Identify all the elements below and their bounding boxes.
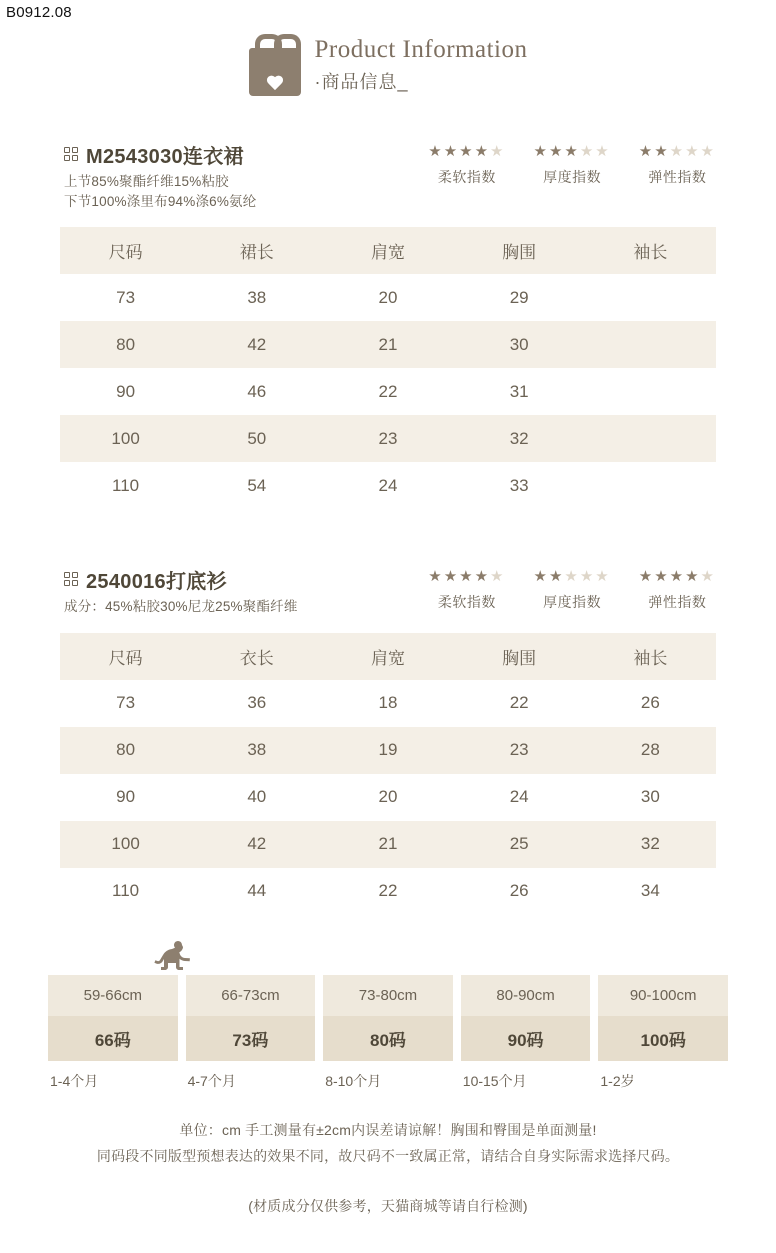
cell: 36 (247, 693, 267, 713)
age-size-band (0, 975, 776, 1091)
cell: 80 (116, 740, 136, 760)
cell: 23 (378, 428, 398, 448)
cell: 100 (111, 834, 140, 854)
table-row (60, 321, 716, 368)
crawling-baby-icon (152, 941, 196, 977)
age-height-range: 90-100cm (598, 975, 728, 1016)
cell: 26 (509, 881, 529, 901)
rating-label: 弹性指数 (648, 169, 707, 185)
column-header: 尺码 (108, 243, 143, 263)
age-months: 1-4个月 (50, 1072, 99, 1089)
rating-softness (428, 144, 505, 187)
page-header (0, 0, 776, 96)
cell (585, 274, 716, 321)
cell: 34 (640, 881, 660, 901)
cell: 19 (378, 740, 398, 760)
age-column (323, 975, 453, 1091)
rating-stars: ★★★★★ (533, 143, 611, 160)
page-title-en: Product Information (314, 36, 528, 63)
table-header-row (60, 633, 716, 680)
cell: 110 (112, 881, 140, 901)
cell: 38 (247, 287, 267, 307)
rating-stars: ★★★★★ (428, 143, 506, 160)
cell: 32 (509, 428, 529, 448)
cell: 24 (509, 787, 529, 807)
cell: 18 (378, 693, 398, 713)
age-column (461, 975, 591, 1091)
rating-group (428, 565, 716, 612)
cell: 46 (247, 381, 267, 401)
cell (585, 368, 716, 415)
column-header: 胸围 (502, 243, 537, 263)
note-line-2: 同码段不同版型预想表达的效果不同，故尺码不一致属正常，请结合自身实际需求选择尺码。 (96, 1148, 680, 1165)
rating-stars: ★★★★★ (638, 143, 716, 160)
grid-squares-icon (64, 147, 79, 162)
column-header: 胸围 (502, 648, 537, 668)
cell: 100 (111, 428, 140, 448)
cell: 20 (378, 287, 398, 307)
table-row (60, 462, 716, 509)
age-height-range: 59-66cm (48, 975, 178, 1016)
column-header: 袖长 (633, 648, 668, 668)
cell: 22 (378, 881, 398, 901)
product-composition-line-1: 成分：45%粘胶30%尼龙25%聚酯纤维 (64, 599, 298, 615)
rating-thickness (534, 144, 611, 187)
cell: 23 (509, 740, 529, 760)
cell: 30 (509, 334, 529, 354)
age-size-code: 66码 (48, 1016, 178, 1061)
rating-elasticity (639, 569, 716, 612)
cell: 24 (378, 475, 398, 495)
cell: 33 (509, 475, 529, 495)
cell: 20 (378, 787, 398, 807)
size-table-2 (60, 633, 716, 915)
cell: 22 (509, 693, 529, 713)
cell: 42 (247, 834, 267, 854)
corner-code: B0912.08 (6, 4, 72, 21)
product-composition-line-2: 下节100%涤里布94%涤6%氨纶 (64, 193, 257, 209)
column-header: 肩宽 (370, 243, 405, 263)
age-height-range: 66-73cm (186, 975, 316, 1016)
age-size-code: 90码 (461, 1016, 591, 1061)
rating-stars: ★★★★★ (638, 568, 716, 586)
column-header: 尺码 (108, 648, 143, 668)
cell: 28 (640, 740, 660, 760)
age-months: 4-7个月 (187, 1072, 236, 1089)
cell: 73 (116, 693, 136, 713)
grid-squares-icon (64, 572, 79, 587)
cell: 44 (247, 881, 267, 901)
cell: 50 (247, 428, 267, 448)
size-table-1 (60, 227, 716, 509)
cell: 29 (509, 287, 529, 307)
cell: 40 (247, 787, 267, 807)
footnote: (材质成分仅供参考，天猫商城等请自行检测) (248, 1197, 528, 1214)
rating-stars: ★★★★★ (428, 568, 506, 586)
cell: 54 (247, 475, 267, 495)
rating-thickness (534, 569, 611, 612)
age-height-range: 73-80cm (323, 975, 453, 1016)
cell: 21 (378, 334, 398, 354)
table-header-row (60, 227, 716, 274)
cell: 30 (640, 787, 660, 807)
cell: 80 (116, 334, 136, 354)
cell: 73 (116, 287, 136, 307)
age-height-range: 80-90cm (461, 975, 591, 1016)
rating-label: 弹性指数 (648, 594, 707, 611)
column-header: 衣长 (239, 648, 274, 668)
rating-label: 厚度指数 (543, 594, 602, 611)
table-row (60, 868, 716, 915)
product-section-1 (0, 140, 776, 509)
rating-label: 柔软指数 (437, 594, 496, 611)
product-title: M2543030连衣裙 (86, 146, 244, 168)
page-title-cn: ·商品信息_ (314, 72, 409, 92)
rating-stars: ★★★★★ (533, 568, 611, 586)
age-size-code: 73码 (186, 1016, 316, 1061)
cell (585, 462, 716, 509)
table-row (60, 821, 716, 868)
age-column (48, 975, 178, 1091)
age-months: 8-10个月 (325, 1072, 382, 1089)
rating-elasticity (639, 144, 716, 187)
age-months: 10-15个月 (462, 1072, 527, 1089)
table-row (60, 774, 716, 821)
cell: 42 (247, 334, 267, 354)
column-header: 袖长 (633, 243, 668, 263)
product-section-2 (0, 565, 776, 915)
measurement-notes (0, 1117, 776, 1170)
age-months: 1-2岁 (600, 1072, 635, 1089)
shopping-bag-heart-icon (249, 34, 301, 96)
cell: 22 (378, 381, 398, 401)
cell: 32 (640, 834, 660, 854)
note-line-1: 单位：cm 手工测量有±2cm内误差请谅解！胸围和臀围是单面测量! (179, 1121, 597, 1138)
table-row (60, 368, 716, 415)
product-title: 2540016打底衫 (86, 571, 227, 594)
age-size-code: 100码 (598, 1016, 728, 1061)
cell: 26 (640, 693, 660, 713)
rating-softness (428, 569, 505, 612)
cell: 90 (116, 381, 136, 401)
cell: 21 (378, 834, 398, 854)
table-row (60, 415, 716, 462)
age-size-code: 80码 (323, 1016, 453, 1061)
cell: 38 (247, 740, 267, 760)
table-row (60, 274, 716, 321)
cell: 31 (509, 381, 529, 401)
cell: 110 (112, 475, 140, 495)
age-column (186, 975, 316, 1091)
cell (585, 321, 716, 368)
cell (585, 415, 716, 462)
product-composition-line-1: 上节85%聚酯纤维15%粘胶 (64, 174, 229, 189)
age-column (598, 975, 728, 1091)
column-header: 裙长 (239, 243, 274, 263)
rating-label: 柔软指数 (437, 169, 496, 185)
rating-label: 厚度指数 (543, 169, 602, 185)
cell: 90 (116, 787, 136, 807)
cell: 25 (509, 834, 529, 854)
table-row (60, 727, 716, 774)
table-row (60, 680, 716, 727)
rating-group (428, 140, 716, 187)
column-header: 肩宽 (370, 648, 405, 668)
